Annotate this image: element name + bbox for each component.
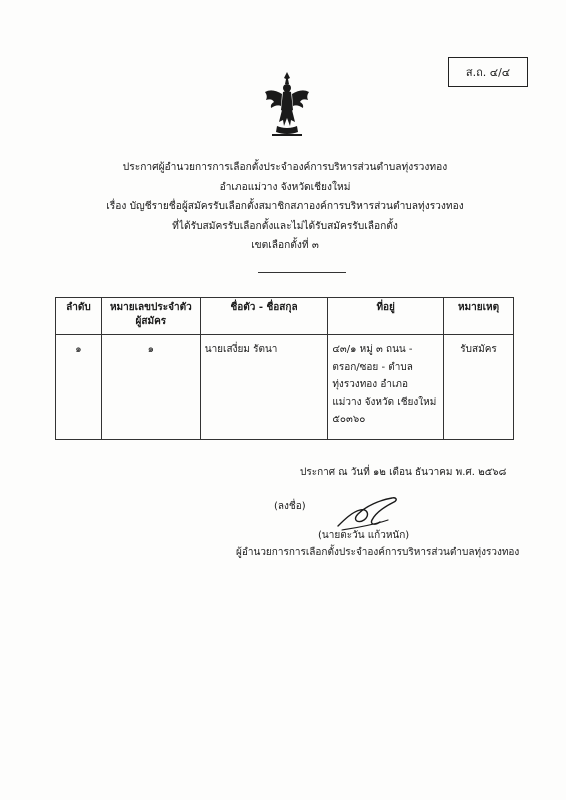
- header-divider: [258, 272, 346, 273]
- header-line-1: ประกาศผู้อำนวยการการเลือกตั้งประจำองค์การบริหารส่วนตำบลทุ่งรวงทอง: [122, 162, 448, 173]
- cell-note: รับสมัคร: [444, 335, 514, 440]
- address-line: ๕๐๓๖๐: [332, 414, 366, 425]
- address-line: ทุ่งรวงทอง อำเภอ: [332, 379, 408, 390]
- col-header-note: หมายเหตุ: [444, 298, 514, 335]
- header-line-2: อำเภอแม่วาง จังหวัดเชียงใหม่: [219, 181, 351, 193]
- signer-name: (นายตะวัน แก้วหนัก): [318, 530, 410, 541]
- cell-name: นายเสงี่ยม รัตนา: [200, 335, 328, 440]
- col-header-name: ชื่อตัว - ชื่อสกุล: [200, 298, 328, 335]
- address-line: ตรอก/ซอย - ตำบล: [332, 361, 413, 373]
- form-code-label: ส.ถ. ๔/๔: [465, 66, 511, 79]
- announcement-header: [60, 158, 510, 256]
- col-header-id-line2: ผู้สมัคร: [135, 316, 167, 327]
- address-line: ๔๓/๑ หมู่ ๓ ถนน -: [332, 344, 413, 355]
- col-header-id: [101, 298, 200, 335]
- candidate-table: [55, 297, 514, 440]
- cell-address: [328, 335, 444, 440]
- col-header-no: ลำดับ: [56, 298, 102, 335]
- cell-id: ๑: [101, 335, 200, 440]
- col-header-address: ที่อยู่: [328, 298, 444, 335]
- address-line: แม่วาง จังหวัด เชียงใหม่: [332, 396, 437, 408]
- signed-label: (ลงชื่อ): [274, 501, 306, 512]
- table-header-row: [56, 298, 514, 335]
- garuda-emblem-icon: [262, 70, 312, 140]
- announcement-date: ประกาศ ณ วันที่ ๑๒ เดือน ธันวาคม พ.ศ. ๒๕๖๘: [300, 467, 507, 478]
- form-code-box: [448, 57, 528, 87]
- header-line-4: ที่ได้รับสมัครรับเลือกตั้งและไม่ได้รับสมัครรับเลือกตั้ง: [172, 220, 398, 232]
- table-row: [56, 335, 514, 440]
- cell-no: ๑: [56, 335, 102, 440]
- col-header-id-line1: หมายเลขประจำตัว: [109, 302, 192, 313]
- header-line-5: เขตเลือกตั้งที่ ๓: [251, 240, 319, 251]
- header-line-3: เรื่อง บัญชีรายชื่อผู้สมัครรับเลือกตั้งสมาชิกสภาองค์การบริหารส่วนตำบลทุ่งรวงทอง: [106, 201, 464, 212]
- signer-title: ผู้อำนวยการการเลือกตั้งประจำองค์การบริหารส่วนตำบลทุ่งรวงทอง: [236, 547, 520, 558]
